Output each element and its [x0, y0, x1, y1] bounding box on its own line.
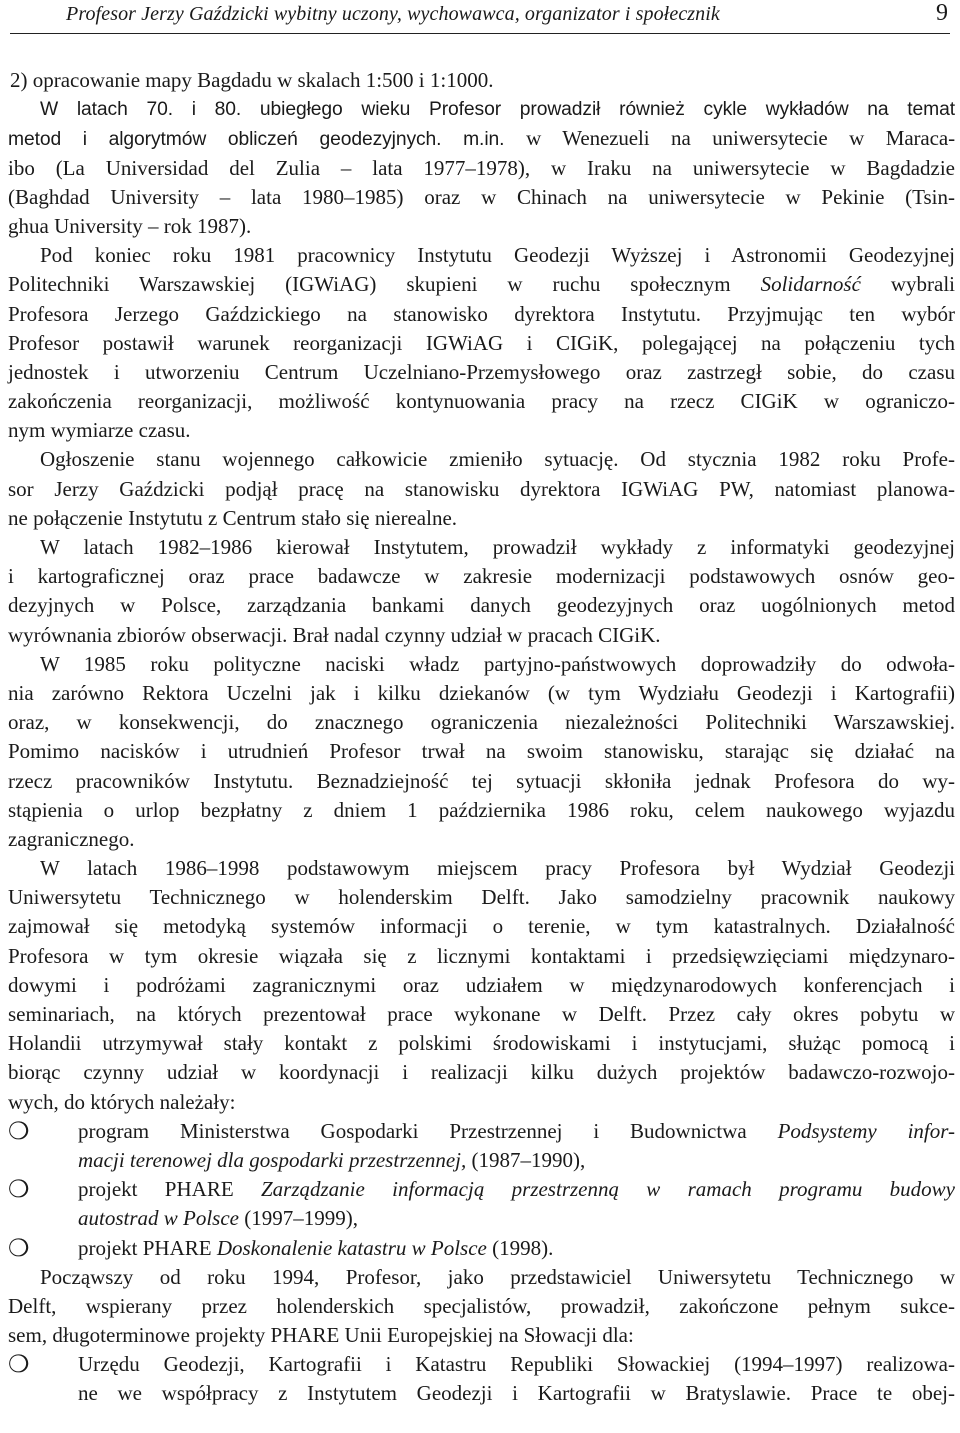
text-line: Politechniki Warszawskiej (IGWiAG) skupieni w ruchu społecznym Solidarność wybrali — [8, 272, 956, 297]
ornament-bullet-icon — [8, 1350, 30, 1379]
text-line: Uniwersytetu Technicznego w holenderskim Delft. Jako samodzielny pracownik naukowy — [8, 885, 955, 910]
text-line: ne połączenie Instytutu z Centrum stało się nierealne. — [8, 505, 458, 530]
article-body — [8, 66, 955, 1409]
running-header — [10, 0, 950, 34]
text-line: Delft, wspierany przez holenderskich specjalistów, prowadził, zakończone pełnym sukce- — [8, 1293, 955, 1318]
text-line: ghua University – rok 1987). — [8, 213, 252, 238]
text-line: Ogłoszenie stanu wojennego całkowicie zmieniło sytuację. Od stycznia 1982 roku Profe- — [40, 447, 955, 472]
text-line: metod i algorytmów obliczeń geodezyjnych. m.in. w Wenezueli na uniwersytecie w Maraca- — [8, 126, 955, 151]
text-line: nia zarówno Rektora Uczelni jak i kilku dziekanów (w tym Wydziału Geodezji i Kartografii) — [8, 680, 955, 705]
list-item-continuation: autostrad w Polsce (1997–1999), — [78, 1206, 358, 1231]
text-line: jednostek i utworzeniu Centrum Uczelniano-Przemysłowego oraz zastrzegł sobie, do czasu — [8, 359, 955, 384]
text-line: rzecz pracowników Instytutu. Beznadziejność tej sytuacji skłoniła jednak Profesora do wy- — [8, 768, 955, 793]
ornament-bullet-icon — [8, 1234, 30, 1263]
text-line: 2) opracowanie mapy Bagdadu w skalach 1:500 i 1:1000. — [10, 68, 494, 92]
text-line: Począwszy od roku 1994, Profesor, jako przedstawiciel Uniwersytetu Technicznego w — [40, 1264, 955, 1289]
text-line: sor Jerzy Gaździcki podjął pracę na stanowisku dyrektora IGWiAG PW, natomiast planowa- — [8, 476, 955, 501]
list-item-continuation: macji terenowej dla gospodarki przestrzennej, (1987–1990), — [78, 1147, 586, 1172]
text-line: W latach 1986–1998 podstawowym miejscem pracy Profesora był Wydział Geodezji — [40, 856, 955, 881]
text-line: zagranicznego. — [8, 826, 135, 851]
text-line: zakończenia reorganizacji, możliwość kontynuowania pracy na rzecz CIGiK w ograniczo- — [8, 389, 955, 414]
text-line: ibo (La Universidad del Zulia – lata 1977–1978), w Iraku na uniwersytecie w Bagdadzie — [8, 155, 955, 180]
italic-term: Solidarność — [760, 272, 861, 297]
text-line: dezyjnych w Polsce, zarządzania bankami danych geodezyjnych oraz uogólnionych metod — [8, 593, 955, 618]
page-number: 9 — [936, 0, 948, 26]
text-line: wych, do których należały: — [8, 1089, 236, 1114]
text-line: stąpienia o urlop bezpłatny z dniem 1 października 1986 roku, celem naukowego wyjazdu — [8, 797, 955, 822]
text-line: i kartograficznej oraz prace badawcze w zakresie modernizacji podstawowych osnów geo- — [8, 564, 955, 589]
text-line: W latach 70. i 80. ubiegłego wieku Profesor prowadził również cykle wykładów na temat — [40, 99, 955, 121]
text-line: sem, długoterminowe projekty PHARE Unii Europejskiej na Słowacji dla: — [8, 1323, 634, 1348]
running-header-title: Profesor Jerzy Gaździcki wybitny uczony, wychowawca, organizator i społecznik — [66, 3, 720, 25]
text-line: wyrównania zbiorów obserwacji. Brał nadal czynny udział w pracach CIGiK. — [8, 622, 661, 647]
text-line: oraz, w konsekwencji, do znacznego ograniczenia niezależności Politechniki Warszawskiej. — [8, 710, 955, 735]
text-line: nym wymiarze czasu. — [8, 418, 191, 443]
text-line: W latach 1982–1986 kierował Instytutem, prowadził wykłady z informatyki geodezyjnej — [40, 535, 955, 559]
text-line: Holandii utrzymywał stały kontakt z polskimi środowiskami i instytucjami, służąc pomocą i — [8, 1031, 955, 1056]
list-item: ❍ program Ministerstwa Gospodarki Przestrzennej i Budownictwa Podsystemy infor- — [8, 1117, 955, 1146]
ornament-bullet-icon — [8, 1175, 30, 1204]
text-line: seminariach, na których prezentował prace wykonane w Delft. Przez cały okres pobytu w — [8, 1002, 955, 1026]
text-line: W 1985 roku polityczne naciski władz partyjno-państwowych doprowadziły do odwoła- — [40, 651, 955, 676]
text-line: dowymi i podróżami zagranicznymi oraz udziałem w międzynarodowych konferencjach i — [8, 972, 955, 997]
text-line: Profesora Jerzego Gaździckiego na stanowisko dyrektora Instytutu. Przyjmując ten wybór — [8, 301, 955, 326]
text-line: Profesora w tym okresie wiązała się z licznymi kontaktami i przedsięwzięciami międzynaro- — [8, 943, 955, 968]
list-item-continuation: ne we współpracy z Instytutem Geodezji i Kartografii w Bratyslawie. Prace te obej- — [78, 1381, 955, 1406]
list-item: ❍ Urzędu Geodezji, Kartografii i Katastru Republiki Słowackiej (1994–1997) realizowa- — [8, 1350, 955, 1379]
list-item: ❍ projekt PHARE Doskonalenie katastru w Polsce (1998). — [8, 1234, 955, 1263]
text-line: biorąc czynny udział w koordynacji i realizacji kilku dużych projektów badawczo-rozwojo- — [8, 1060, 955, 1085]
ornament-bullet-icon — [8, 1117, 30, 1146]
text-line: (Baghdad University – lata 1980–1985) oraz w Chinach na uniwersytecie w Pekinie (Tsin- — [8, 184, 955, 209]
text-line: zajmował się metodyką systemów informacji o terenie, w tym katastralnych. Działalność — [8, 914, 955, 939]
text-line: Pod koniec roku 1981 pracownicy Instytutu Geodezji Wyższej i Astronomii Geodezyjnej — [40, 243, 955, 268]
text-line: Profesor postawił warunek reorganizacji IGWiAG i CIGiK, polegającej na połączeniu tych — [8, 330, 955, 355]
text-line: Pomimo nacisków i utrudnień Profesor trwał na swoim stanowisku, starając się działać na — [8, 739, 955, 764]
list-item: ❍ projekt PHARE Zarządzanie informacją przestrzenną w ramach programu budowy — [8, 1175, 955, 1204]
